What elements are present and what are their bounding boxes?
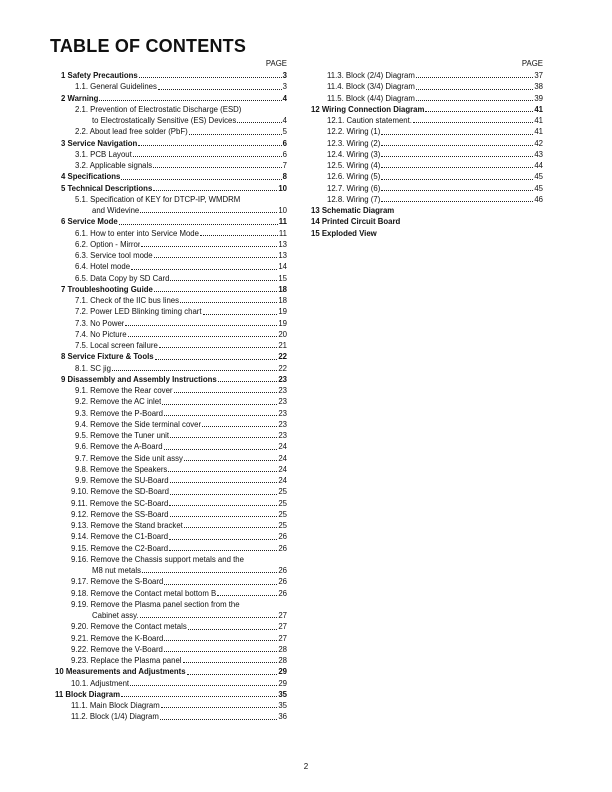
toc-entry-label: 13 Schematic Diagram	[311, 206, 395, 215]
toc-entry-page: 37	[534, 71, 543, 80]
toc-entry[interactable]	[311, 228, 543, 239]
toc-entry-page: 7	[282, 161, 287, 170]
page-number: 2	[303, 762, 309, 771]
toc-entry-label: 8.1. SC jig	[75, 363, 111, 373]
dot-leader	[140, 212, 277, 213]
toc-entry-page: 11	[278, 217, 287, 227]
dot-leader	[133, 156, 282, 157]
dot-leader	[112, 370, 277, 371]
toc-entry[interactable]	[55, 588, 287, 599]
toc-entry-page: 13	[278, 239, 287, 249]
toc-entry[interactable]	[311, 70, 543, 81]
toc-entry-label: 9.12. Remove the SS-Board	[71, 509, 169, 519]
toc-entry-page: 26	[278, 566, 287, 575]
toc-entry-label: 12.5. Wiring (4)	[327, 161, 381, 170]
toc-entry-label: 12.1. Caution statement.	[327, 116, 412, 125]
dot-leader	[162, 404, 277, 405]
toc-entry[interactable]	[55, 138, 287, 149]
dot-leader	[425, 111, 533, 112]
toc-entry[interactable]	[55, 306, 287, 317]
toc-entry-page: 29	[278, 667, 287, 677]
dot-leader	[153, 167, 282, 168]
toc-entry-label: 9.2. Remove the AC inlet	[75, 397, 162, 407]
toc-entry-label: 9.8. Remove the Speakers	[75, 464, 168, 474]
toc-entry-page: 26	[278, 532, 287, 542]
toc-entry[interactable]	[311, 93, 543, 104]
toc-entry-label: 9.21. Remove the K-Board	[71, 633, 164, 643]
dot-leader	[169, 550, 277, 551]
toc-entry-page: 27	[278, 622, 287, 632]
toc-entry-label: 11.3. Block (2/4) Diagram	[327, 71, 415, 80]
toc-entry-page: 42	[534, 138, 543, 148]
dot-leader	[170, 482, 278, 483]
toc-entry-label: Cabinet assy.	[92, 611, 139, 620]
toc-entry-label: 8 Service Fixture & Tools	[61, 352, 154, 362]
toc-entry-page: 24	[278, 453, 287, 463]
toc-entry-page: 25	[278, 509, 287, 519]
toc-entry-label: 5 Technical Descriptions	[61, 183, 153, 193]
dot-leader	[188, 629, 278, 630]
toc-entry[interactable]	[55, 678, 287, 689]
dot-leader	[170, 437, 277, 438]
toc-entry-page: 15	[278, 273, 287, 283]
toc-entry[interactable]	[55, 228, 287, 239]
dot-leader	[174, 392, 278, 393]
toc-entry-label: 12.2. Wiring (1)	[327, 127, 381, 137]
toc-entry-label: 10.1. Adjustment	[71, 678, 130, 688]
toc-entry-label: 3.1. PCB Layout	[75, 149, 132, 159]
toc-entry-page: 39	[534, 93, 543, 103]
toc-entry-page: 23	[278, 386, 287, 395]
toc-entry-label: 11.1. Main Block Diagram	[71, 701, 160, 710]
dot-leader	[413, 122, 533, 123]
toc-entry-page: 4	[282, 116, 287, 125]
toc-entry-page: 25	[278, 521, 287, 530]
dot-leader	[184, 460, 277, 461]
toc-entry-label: 9.14. Remove the C1-Board	[71, 532, 169, 542]
toc-entry-label: 9.7. Remove the Side unit assy	[75, 453, 183, 463]
toc-entry-label-line[interactable]: 9.19. Remove the Plasma panel section from the	[71, 599, 240, 609]
toc-entry[interactable]	[55, 419, 287, 430]
toc-entry-label: 11.4. Block (3/4) Diagram	[327, 82, 415, 92]
toc-entry[interactable]	[311, 104, 543, 115]
toc-entry[interactable]	[55, 363, 287, 374]
toc-entry[interactable]	[55, 464, 287, 475]
toc-entry-label: 9.3. Remove the P-Board	[75, 408, 163, 418]
toc-entry[interactable]	[55, 374, 287, 385]
toc-entry-page: 27	[278, 633, 287, 643]
toc-entry[interactable]	[55, 531, 287, 542]
toc-entry[interactable]	[55, 273, 287, 284]
toc-entry-label: 9.15. Remove the C2-Board	[71, 543, 169, 553]
toc-entry-page: 24	[278, 464, 287, 474]
dot-leader	[416, 77, 533, 78]
toc-entry-page: 38	[534, 82, 543, 92]
toc-entry-page: 23	[278, 374, 287, 384]
toc-entry[interactable]	[311, 149, 543, 160]
dot-leader	[164, 640, 277, 641]
toc-entry-label: 14 Printed Circuit Board	[311, 217, 401, 227]
dot-leader	[138, 145, 281, 146]
dot-leader	[381, 201, 533, 202]
toc-entry[interactable]	[55, 520, 287, 531]
toc-entry[interactable]	[55, 171, 287, 182]
toc-entry[interactable]	[55, 644, 287, 655]
dot-leader	[180, 302, 277, 303]
toc-entry[interactable]	[55, 115, 287, 126]
toc-entry-page: 45	[534, 183, 543, 193]
toc-entry[interactable]	[311, 138, 543, 149]
dot-leader	[121, 179, 281, 180]
page-column-header: PAGE	[265, 59, 287, 68]
toc-entry-page: 6	[282, 149, 287, 159]
dot-leader	[158, 89, 282, 90]
toc-entry-page: 26	[278, 577, 287, 587]
toc-entry-label: 7.4. No Picture	[75, 329, 127, 339]
dot-leader	[139, 77, 282, 78]
toc-entry-page: 23	[278, 397, 287, 407]
toc-entry[interactable]	[55, 70, 287, 81]
toc-entry-label: 12.3. Wiring (2)	[327, 138, 381, 148]
toc-entry[interactable]	[55, 633, 287, 644]
toc-entry[interactable]	[55, 576, 287, 587]
toc-entry-page: 19	[278, 307, 287, 317]
toc-entry-page: 22	[278, 352, 287, 362]
toc-entry[interactable]	[55, 666, 287, 677]
toc-entry-page: 18	[278, 284, 287, 294]
toc-entry-label: 9.11. Remove the SC-Board	[71, 498, 169, 508]
toc-entry-page: 23	[278, 419, 287, 429]
toc-entry[interactable]	[55, 160, 287, 171]
toc-entry-label: 7.2. Power LED Blinking timing chart	[75, 307, 202, 317]
toc-entry-label: 9.6. Remove the A-Board	[75, 442, 163, 452]
dot-leader	[381, 145, 533, 146]
dot-leader	[164, 651, 277, 652]
dot-leader	[218, 381, 278, 382]
toc-entry-label: 12.4. Wiring (3)	[327, 149, 381, 159]
toc-entry[interactable]	[55, 486, 287, 497]
toc-entry[interactable]	[311, 183, 543, 194]
dot-leader	[140, 617, 278, 618]
dot-leader	[416, 100, 533, 101]
toc-entry[interactable]	[55, 216, 287, 227]
toc-entry[interactable]	[55, 126, 287, 137]
dot-leader	[164, 415, 277, 416]
page-column-header: PAGE	[521, 59, 543, 68]
toc-entry-label: 1.1. General Guidelines	[75, 82, 157, 92]
toc-entry-page: 6	[282, 138, 287, 148]
toc-entry[interactable]	[55, 565, 287, 576]
toc-entry-label: 1 Safety Precautions	[61, 71, 138, 80]
toc-entry-page: 46	[534, 194, 543, 204]
toc-entry-label: M8 nut metals	[92, 566, 141, 575]
dot-leader	[381, 179, 533, 180]
toc-entry-label: 9.20. Remove the Contact metals	[71, 622, 187, 632]
dot-leader	[381, 190, 533, 191]
dot-leader	[187, 674, 278, 675]
toc-entry-page: 26	[278, 588, 287, 598]
toc-entry-label: 7.1. Check of the IIC bus lines	[75, 296, 180, 305]
dot-leader	[168, 471, 277, 472]
toc-entry-label: 9.4. Remove the Side terminal cover	[75, 419, 202, 429]
toc-entry-label: 9.13. Remove the Stand bracket	[71, 521, 183, 530]
dot-leader	[153, 190, 277, 191]
dot-leader	[189, 134, 282, 135]
toc-entry-page: 3	[282, 71, 287, 80]
dot-leader	[125, 325, 277, 326]
toc-entry[interactable]	[55, 543, 287, 554]
dot-leader	[416, 89, 533, 90]
toc-entry-label: 11.2. Block (1/4) Diagram	[71, 712, 159, 722]
toc-entry-label: 2.2. About lead free solder (PbF)	[75, 127, 188, 137]
dot-leader	[217, 595, 277, 596]
dot-leader	[121, 696, 277, 697]
toc-entry-page: 26	[278, 543, 287, 553]
toc-entry[interactable]	[55, 183, 287, 194]
toc-entry[interactable]	[55, 149, 287, 160]
toc-entry[interactable]	[55, 318, 287, 329]
toc-entry-page: 35	[278, 701, 287, 710]
toc-entry-label: 2 Warning	[61, 93, 99, 103]
toc-entry-page: 8	[282, 172, 287, 182]
toc-entry-page: 10	[278, 206, 287, 215]
toc-entry[interactable]	[55, 396, 287, 407]
toc-entry-label: 9.18. Remove the Contact metal bottom B	[71, 588, 217, 598]
toc-entry-page: 4	[282, 93, 287, 103]
toc-entry[interactable]	[55, 441, 287, 452]
toc-entry[interactable]	[55, 284, 287, 295]
toc-entry-label: 9.1. Remove the Rear cover	[75, 386, 173, 395]
toc-entry-page: 41	[534, 127, 543, 137]
toc-entry[interactable]	[55, 239, 287, 250]
dot-leader	[119, 224, 278, 225]
toc-entry[interactable]	[311, 194, 543, 205]
toc-entry-label: 15 Exploded View	[311, 228, 377, 238]
toc-entry-page: 13	[278, 251, 287, 260]
toc-entry[interactable]	[55, 329, 287, 340]
toc-entry[interactable]	[55, 295, 287, 306]
toc-entry[interactable]	[311, 160, 543, 171]
toc-entry-page: 22	[278, 363, 287, 373]
toc-entry-label: 7.5. Local screen failure	[75, 341, 158, 350]
toc-entry[interactable]	[55, 498, 287, 509]
toc-entry-label: 6.2. Option - Mirror	[75, 239, 141, 249]
dot-leader	[203, 314, 278, 315]
dot-leader	[170, 516, 278, 517]
toc-entry-label: to Electrostatically Sensitive (ES) Devices	[92, 116, 237, 125]
toc-entry[interactable]	[311, 216, 543, 227]
dot-leader	[130, 685, 277, 686]
dot-leader	[160, 719, 277, 720]
dot-leader	[155, 359, 278, 360]
toc-entry[interactable]	[55, 205, 287, 216]
toc-entry-page: 25	[278, 487, 287, 497]
toc-entry-label: 10 Measurements and Adjustments	[55, 667, 186, 677]
toc-entry-label: 12.8. Wiring (7)	[327, 194, 381, 204]
dot-leader	[381, 167, 533, 168]
toc-entry-label: 12.7. Wiring (6)	[327, 183, 381, 193]
toc-entry[interactable]	[55, 93, 287, 104]
toc-entry-label-line[interactable]: 5.1. Specification of KEY for DTCP-IP, WMDRM	[75, 194, 241, 204]
toc-entry[interactable]	[55, 621, 287, 632]
toc-entry-page: 29	[278, 678, 287, 688]
toc-entry-label: 9.9. Remove the SU-Board	[75, 476, 169, 485]
dot-leader	[200, 235, 278, 236]
toc-entry[interactable]	[55, 351, 287, 362]
toc-entry-label: 11 Block Diagram	[55, 689, 121, 699]
toc-entry-label: 6.4. Hotel mode	[75, 262, 131, 272]
toc-entry[interactable]	[55, 453, 287, 464]
toc-entry-label: 6.1. How to enter into Service Mode	[75, 228, 199, 238]
toc-entry-page: 41	[534, 116, 543, 125]
toc-entry-page: 27	[278, 611, 287, 620]
dot-leader	[170, 494, 277, 495]
toc-entry[interactable]	[55, 81, 287, 92]
toc-entry-label: 12.6. Wiring (5)	[327, 172, 381, 182]
dot-leader	[164, 449, 278, 450]
toc-entry-page: 19	[278, 318, 287, 328]
toc-entry-page: 36	[278, 712, 287, 722]
toc-entry[interactable]	[55, 250, 287, 261]
toc-entry[interactable]	[55, 700, 287, 711]
toc-entry[interactable]	[55, 689, 287, 700]
toc-entry-label: 3.2. Applicable signals	[75, 161, 153, 170]
toc-entry-page: 23	[278, 408, 287, 418]
toc-entry-page: 43	[534, 149, 543, 159]
toc-entry-page: 28	[278, 656, 287, 665]
toc-entry-label: 9.5. Remove the Tuner unit	[75, 431, 170, 440]
dot-leader	[237, 122, 281, 123]
dot-leader	[183, 662, 278, 663]
dot-leader	[159, 347, 278, 348]
toc-entry-page: 10	[278, 183, 287, 193]
toc-entry-label: and Widevine	[92, 206, 140, 215]
toc-entry[interactable]	[55, 711, 287, 722]
page-title: TABLE OF CONTENTS	[50, 36, 247, 56]
toc-entry-page: 35	[278, 689, 287, 699]
dot-leader	[169, 539, 277, 540]
toc-entry-label: 6.3. Service tool mode	[75, 251, 153, 260]
toc-entry-label: 7.3. No Power	[75, 318, 125, 328]
toc-left-entries	[55, 70, 287, 723]
toc-entry-label: 11.5. Block (4/4) Diagram	[327, 93, 415, 103]
toc-entry-label: 7 Troubleshooting Guide	[61, 284, 153, 294]
toc-entry-label: 9.10. Remove the SD-Board	[71, 487, 169, 497]
dot-leader	[164, 584, 277, 585]
toc-entry-label: 4 Specifications	[61, 172, 121, 182]
toc-entry-label: 6 Service Mode	[61, 217, 118, 227]
toc-entry-page: 20	[278, 329, 287, 339]
toc-entry-page: 41	[534, 104, 543, 114]
toc-entry-label-line[interactable]: 9.16. Remove the Chassis support metals and the	[71, 554, 244, 564]
toc-entry-label: 9.23. Replace the Plasma panel	[71, 656, 182, 665]
dot-leader	[381, 134, 533, 135]
toc-entry-page: 45	[534, 172, 543, 182]
toc-entry[interactable]	[55, 509, 287, 520]
toc-entry-label: 12 Wiring Connection Diagram	[311, 104, 425, 114]
toc-entry-page: 24	[278, 476, 287, 485]
dot-leader	[154, 291, 277, 292]
dot-leader	[161, 707, 278, 708]
toc-entry-label: 9.22. Remove the V-Board	[71, 644, 163, 654]
toc-entry[interactable]	[311, 81, 543, 92]
toc-entry-label: 9 Disassembly and Assembly Instructions	[61, 374, 217, 384]
toc-entry[interactable]	[55, 385, 287, 396]
dot-leader	[170, 280, 277, 281]
dot-leader	[131, 269, 277, 270]
dot-leader	[141, 246, 277, 247]
toc-entry-page: 14	[278, 262, 287, 272]
toc-entry[interactable]	[55, 475, 287, 486]
dot-leader	[154, 257, 278, 258]
toc-right-entries	[311, 70, 543, 239]
toc-entry-page: 3	[282, 82, 287, 92]
toc-entry[interactable]	[55, 655, 287, 666]
toc-entry[interactable]	[55, 261, 287, 272]
dot-leader	[381, 156, 533, 157]
toc-entry-page: 5	[282, 127, 287, 137]
toc-entry[interactable]	[55, 408, 287, 419]
toc-entry-label: 9.17. Remove the S-Board	[71, 577, 164, 587]
dot-leader	[202, 426, 277, 427]
dot-leader	[184, 527, 277, 528]
toc-entry-page: 21	[278, 341, 287, 350]
toc-entry-page: 18	[278, 296, 287, 305]
toc-entry-label-line[interactable]: 2.1. Prevention of Electrostatic Discharge (ESD)	[75, 104, 242, 114]
toc-entry[interactable]	[311, 126, 543, 137]
toc-entry-page: 24	[278, 442, 287, 452]
dot-leader	[142, 572, 277, 573]
toc-entry-page: 44	[534, 161, 543, 170]
toc-entry[interactable]	[311, 115, 543, 126]
toc-left-column	[55, 58, 287, 723]
toc-right-column	[311, 58, 543, 239]
dot-leader	[128, 336, 278, 337]
toc-entry[interactable]	[311, 171, 543, 182]
toc-entry[interactable]	[311, 205, 543, 216]
toc-entry-label: 6.5. Data Copy by SD Card	[75, 273, 170, 283]
toc-entry[interactable]	[55, 610, 287, 621]
toc-entry-page: 28	[278, 644, 287, 654]
toc-entry[interactable]	[55, 430, 287, 441]
toc-entry[interactable]	[55, 340, 287, 351]
toc-entry-page: 11	[278, 228, 287, 238]
toc-entry-page: 23	[278, 431, 287, 440]
dot-leader	[99, 100, 281, 101]
toc-entry-page: 25	[278, 498, 287, 508]
toc-entry-label: 3 Service Navigation	[61, 138, 138, 148]
dot-leader	[169, 505, 277, 506]
